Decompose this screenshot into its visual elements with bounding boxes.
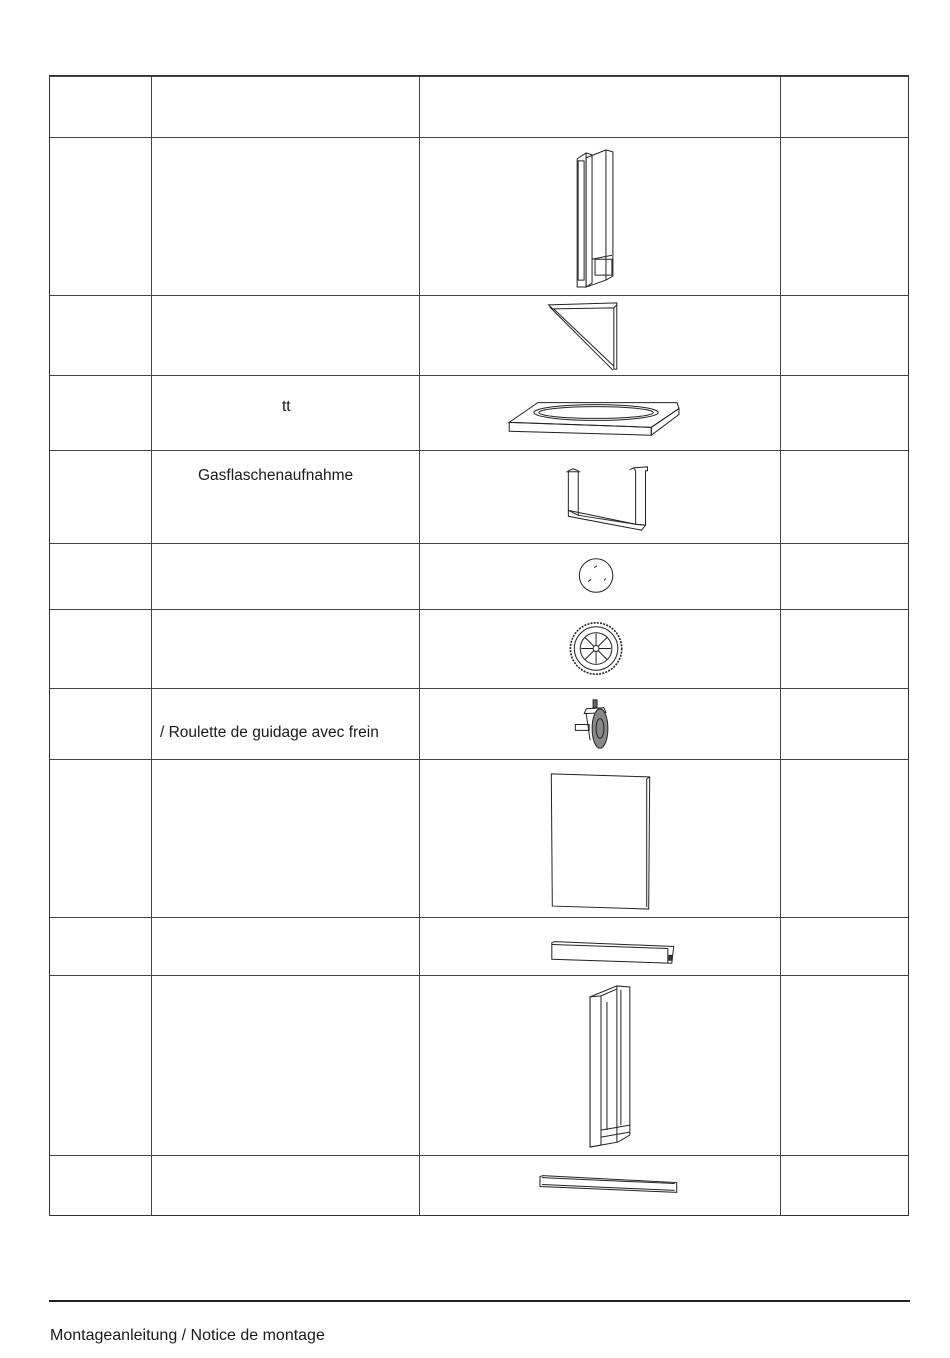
panel-illustration	[420, 760, 780, 918]
gas-bottle-holder-illustration	[420, 451, 780, 544]
parts-list-table	[49, 75, 909, 1216]
table-row	[50, 759, 908, 918]
table-header-row	[50, 76, 908, 138]
table-row	[50, 975, 908, 1156]
long-bar-illustration	[420, 1156, 780, 1216]
tray-illustration	[420, 376, 780, 451]
table-row	[50, 295, 908, 376]
footer-rule	[49, 1300, 910, 1302]
table-row	[50, 688, 908, 760]
short-bar-illustration	[420, 918, 780, 976]
table-row	[50, 917, 908, 976]
footer-title: Montageanleitung / Notice de montage	[50, 1327, 325, 1344]
part-description: tt	[282, 398, 291, 415]
table-row	[50, 375, 908, 451]
table-row	[50, 1155, 908, 1216]
part-description: / Roulette de guidage avec frein	[160, 724, 379, 741]
table-row	[50, 450, 908, 544]
table-row	[50, 543, 908, 610]
castor-wheel-illustration	[420, 689, 780, 760]
shelf-bracket-illustration	[420, 296, 780, 376]
wheel-illustration	[420, 610, 780, 689]
part-description: Gasflaschenaufnahme	[198, 467, 354, 484]
table-row	[50, 137, 908, 296]
table-row	[50, 609, 908, 689]
side-frame-illustration	[420, 138, 780, 296]
round-plate-illustration	[420, 544, 780, 610]
tall-frame-illustration	[420, 976, 780, 1156]
